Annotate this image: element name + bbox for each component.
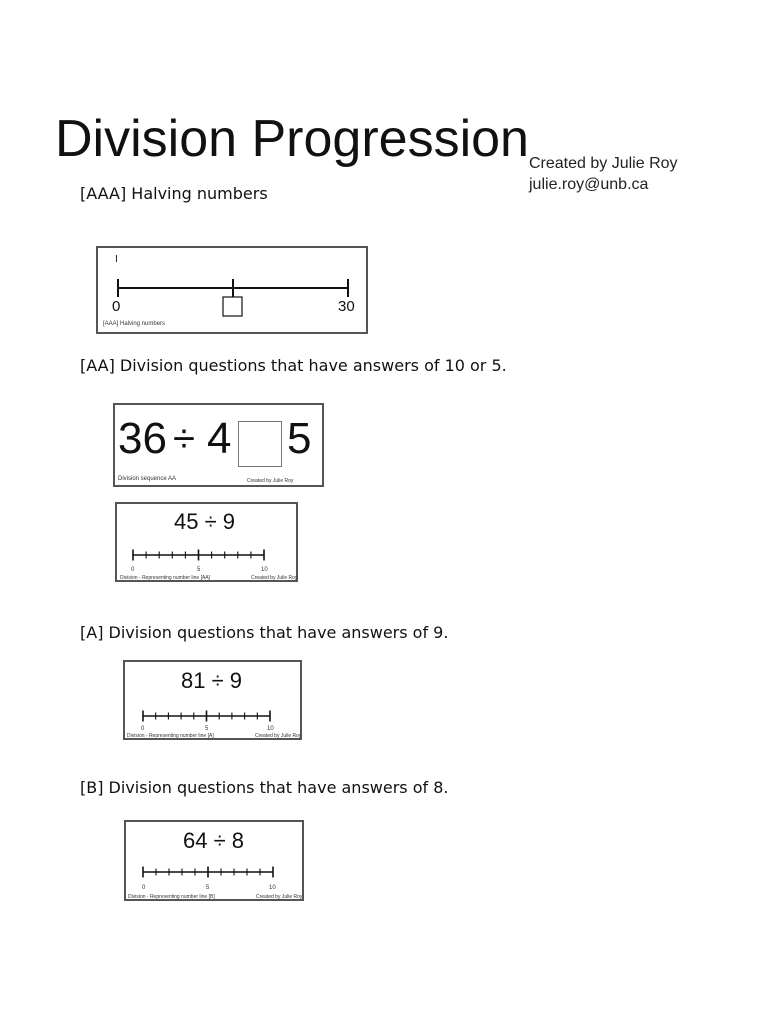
page-title: Division Progression bbox=[55, 110, 529, 168]
halving-start-label: 0 bbox=[112, 298, 121, 315]
numberline-b-footer-left: Division - Representing number line [B] bbox=[128, 894, 215, 900]
numberline-a-footer-left: Division - Representing number line [A] bbox=[127, 733, 214, 739]
tick-label-5: 5 bbox=[197, 567, 201, 573]
author-email: julie.roy@unb.ca bbox=[529, 176, 649, 193]
numberline-aa-footer-right: Created by Julie Roy bbox=[251, 575, 298, 581]
numberline-a-expression: 81 ÷ 9 bbox=[181, 668, 243, 693]
answer-box bbox=[238, 421, 282, 467]
halving-footer: [AAA] Halving numbers bbox=[103, 321, 166, 327]
numberline-b-expression: 64 ÷ 8 bbox=[183, 828, 245, 853]
answer-box bbox=[223, 297, 242, 316]
sequence-aa-footer-right: Created by Julie Roy bbox=[247, 478, 294, 484]
author-credit bbox=[529, 153, 678, 195]
numberline-aa-expression: 45 ÷ 9 bbox=[174, 509, 236, 534]
tick-label-0: 0 bbox=[131, 567, 135, 573]
section-heading-aaa: [AAA] Halving numbers bbox=[80, 184, 268, 203]
sequence-aa-footer-left: Division sequence AA bbox=[118, 476, 177, 482]
sequence-aa-dividend: 36 bbox=[118, 414, 167, 463]
tick-label-5: 5 bbox=[206, 885, 210, 891]
sequence-aa-card bbox=[113, 403, 324, 487]
halving-top-mark: I bbox=[115, 254, 118, 265]
section-heading-a: [A] Division questions that have answers of 9. bbox=[80, 623, 449, 642]
numberline-a-footer-right: Created by Julie Roy bbox=[255, 733, 302, 739]
tick-label-10: 10 bbox=[267, 726, 274, 732]
numberline-aa-card bbox=[115, 502, 298, 582]
tick-label-0: 0 bbox=[142, 885, 146, 891]
halving-end-label: 30 bbox=[338, 298, 355, 315]
tick-label-10: 10 bbox=[261, 567, 268, 573]
numberline-aa-footer-left: Division - Representing number line [AA] bbox=[120, 575, 211, 581]
numberline-b-card bbox=[124, 820, 304, 901]
sequence-aa-divisor: 4 bbox=[207, 414, 232, 463]
sequence-aa-next: 5 bbox=[287, 414, 312, 463]
tick-label-10: 10 bbox=[269, 885, 276, 891]
section-heading-aa: [AA] Division questions that have answers of 10 or 5. bbox=[80, 356, 507, 375]
tick-label-0: 0 bbox=[141, 726, 145, 732]
numberline-b-footer-right: Created by Julie Roy bbox=[256, 894, 303, 900]
author-name: Created by Julie Roy bbox=[529, 155, 678, 172]
halving-card bbox=[96, 246, 368, 334]
section-heading-b: [B] Division questions that have answers of 8. bbox=[80, 778, 449, 797]
tick-label-5: 5 bbox=[205, 726, 209, 732]
numberline-a-card bbox=[123, 660, 302, 740]
division-operator: ÷ bbox=[173, 417, 195, 461]
